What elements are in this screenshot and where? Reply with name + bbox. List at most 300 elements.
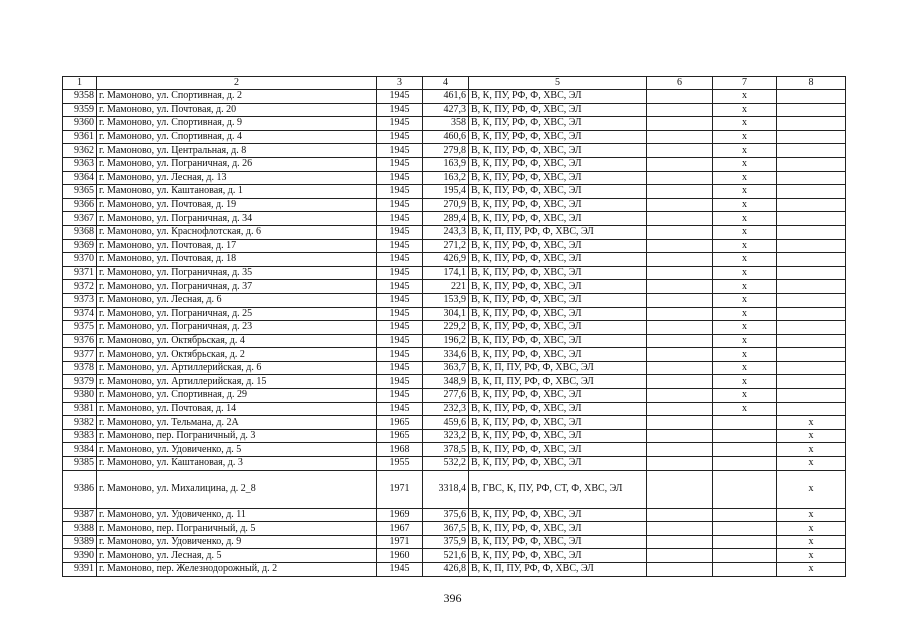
row-col7-mark: х <box>713 375 777 389</box>
table-row <box>63 280 846 294</box>
row-col7-mark: х <box>713 253 777 267</box>
row-area: 358 <box>423 117 469 131</box>
row-number: 9387 <box>63 508 97 522</box>
row-year: 1945 <box>377 239 423 253</box>
row-number: 9374 <box>63 307 97 321</box>
row-number: 9384 <box>63 443 97 457</box>
row-area: 378,5 <box>423 443 469 457</box>
row-area: 3318,4 <box>423 470 469 508</box>
row-address: г. Мамоново, ул. Лесная, д. 13 <box>97 171 377 185</box>
row-area: 532,2 <box>423 457 469 471</box>
row-area: 243,3 <box>423 225 469 239</box>
row-equipment: В, К, ПУ, РФ, Ф, ХВС, ЭЛ <box>469 443 647 457</box>
row-year: 1945 <box>377 212 423 226</box>
row-year: 1945 <box>377 402 423 416</box>
row-number: 9377 <box>63 348 97 362</box>
table-row <box>63 293 846 307</box>
row-number: 9369 <box>63 239 97 253</box>
row-address: г. Мамоново, ул. Удовиченко, д. 5 <box>97 443 377 457</box>
row-col6 <box>647 348 713 362</box>
row-col7-mark: х <box>713 130 777 144</box>
row-area: 334,6 <box>423 348 469 362</box>
row-equipment: В, К, ПУ, РФ, Ф, ХВС, ЭЛ <box>469 253 647 267</box>
row-col7-mark: х <box>713 171 777 185</box>
registry-table <box>62 76 846 577</box>
row-area: 304,1 <box>423 307 469 321</box>
row-area: 367,5 <box>423 522 469 536</box>
row-col8-mark: х <box>777 563 846 577</box>
row-col6 <box>647 307 713 321</box>
row-col8-mark: х <box>777 470 846 508</box>
row-col7-mark: х <box>713 198 777 212</box>
row-col8-mark <box>777 90 846 104</box>
row-number: 9370 <box>63 253 97 267</box>
row-year: 1945 <box>377 130 423 144</box>
row-col8-mark <box>777 321 846 335</box>
row-area: 348,9 <box>423 375 469 389</box>
row-year: 1945 <box>377 375 423 389</box>
row-col6 <box>647 321 713 335</box>
row-equipment: В, К, ПУ, РФ, Ф, ХВС, ЭЛ <box>469 185 647 199</box>
row-equipment: В, К, ПУ, РФ, Ф, ХВС, ЭЛ <box>469 103 647 117</box>
row-area: 461,6 <box>423 90 469 104</box>
row-address: г. Мамоново, ул. Центральная, д. 8 <box>97 144 377 158</box>
row-col7-mark: х <box>713 266 777 280</box>
row-col6 <box>647 266 713 280</box>
row-year: 1945 <box>377 334 423 348</box>
row-equipment: В, К, ПУ, РФ, Ф, ХВС, ЭЛ <box>469 157 647 171</box>
table-row <box>63 535 846 549</box>
row-col8-mark <box>777 171 846 185</box>
row-equipment: В, К, ПУ, РФ, Ф, ХВС, ЭЛ <box>469 348 647 362</box>
table-row <box>63 549 846 563</box>
table-row <box>63 157 846 171</box>
row-address: г. Мамоново, ул. Пограничная, д. 23 <box>97 321 377 335</box>
row-col7-mark <box>713 429 777 443</box>
row-number: 9378 <box>63 361 97 375</box>
row-col8-mark: х <box>777 443 846 457</box>
row-year: 1945 <box>377 253 423 267</box>
row-address: г. Мамоново, ул. Лесная, д. 6 <box>97 293 377 307</box>
row-address: г. Мамоново, ул. Удовиченко, д. 9 <box>97 535 377 549</box>
row-area: 459,6 <box>423 416 469 430</box>
row-year: 1945 <box>377 117 423 131</box>
row-area: 426,9 <box>423 253 469 267</box>
row-number: 9382 <box>63 416 97 430</box>
row-col6 <box>647 239 713 253</box>
table-row <box>63 144 846 158</box>
row-address: г. Мамоново, ул. Почтовая, д. 17 <box>97 239 377 253</box>
row-number: 9371 <box>63 266 97 280</box>
row-equipment: В, К, ПУ, РФ, Ф, ХВС, ЭЛ <box>469 402 647 416</box>
table-row <box>63 130 846 144</box>
table-row <box>63 212 846 226</box>
row-number: 9390 <box>63 549 97 563</box>
table-row <box>63 171 846 185</box>
table-row <box>63 334 846 348</box>
row-number: 9363 <box>63 157 97 171</box>
row-col8-mark: х <box>777 508 846 522</box>
table-row <box>63 239 846 253</box>
row-number: 9358 <box>63 90 97 104</box>
row-address: г. Мамоново, ул. Октябрьская, д. 2 <box>97 348 377 362</box>
row-number: 9364 <box>63 171 97 185</box>
row-col7-mark <box>713 549 777 563</box>
row-col7-mark: х <box>713 103 777 117</box>
row-number: 9381 <box>63 402 97 416</box>
row-number: 9383 <box>63 429 97 443</box>
row-area: 289,4 <box>423 212 469 226</box>
row-number: 9366 <box>63 198 97 212</box>
row-year: 1945 <box>377 225 423 239</box>
table-row <box>63 563 846 577</box>
row-col6 <box>647 130 713 144</box>
row-col7-mark <box>713 457 777 471</box>
row-col7-mark <box>713 508 777 522</box>
row-year: 1965 <box>377 429 423 443</box>
row-address: г. Мамоново, ул. Тельмана, д. 2А <box>97 416 377 430</box>
row-address: г. Мамоново, ул. Каштановая, д. 1 <box>97 185 377 199</box>
row-number: 9385 <box>63 457 97 471</box>
row-area: 153,9 <box>423 293 469 307</box>
row-col6 <box>647 185 713 199</box>
row-col6 <box>647 144 713 158</box>
row-col6 <box>647 171 713 185</box>
row-col6 <box>647 361 713 375</box>
row-equipment: В, К, ПУ, РФ, Ф, ХВС, ЭЛ <box>469 535 647 549</box>
row-area: 229,2 <box>423 321 469 335</box>
row-equipment: В, К, ПУ, РФ, Ф, ХВС, ЭЛ <box>469 429 647 443</box>
row-col8-mark <box>777 117 846 131</box>
row-year: 1945 <box>377 389 423 403</box>
table-row <box>63 253 846 267</box>
row-col7-mark: х <box>713 117 777 131</box>
row-col6 <box>647 375 713 389</box>
row-equipment: В, ГВС, К, ПУ, РФ, СТ, Ф, ХВС, ЭЛ <box>469 470 647 508</box>
row-year: 1968 <box>377 443 423 457</box>
row-col7-mark: х <box>713 389 777 403</box>
row-col6 <box>647 293 713 307</box>
row-address: г. Мамоново, ул. Краснофлотская, д. 6 <box>97 225 377 239</box>
row-col6 <box>647 429 713 443</box>
row-col8-mark <box>777 144 846 158</box>
table-row <box>63 117 846 131</box>
row-col8-mark <box>777 361 846 375</box>
table-row <box>63 198 846 212</box>
row-col6 <box>647 280 713 294</box>
row-col6 <box>647 457 713 471</box>
row-year: 1945 <box>377 90 423 104</box>
row-address: г. Мамоново, ул. Удовиченко, д. 11 <box>97 508 377 522</box>
row-area: 426,8 <box>423 563 469 577</box>
row-col7-mark: х <box>713 212 777 226</box>
row-col8-mark <box>777 307 846 321</box>
table-row <box>63 361 846 375</box>
row-number: 9376 <box>63 334 97 348</box>
header-col-2: 2 <box>97 77 377 90</box>
row-col6 <box>647 212 713 226</box>
row-col6 <box>647 253 713 267</box>
row-address: г. Мамоново, ул. Спортивная, д. 2 <box>97 90 377 104</box>
row-col6 <box>647 549 713 563</box>
row-col6 <box>647 522 713 536</box>
row-equipment: В, К, ПУ, РФ, Ф, ХВС, ЭЛ <box>469 457 647 471</box>
table-row <box>63 416 846 430</box>
row-col8-mark <box>777 266 846 280</box>
row-year: 1945 <box>377 361 423 375</box>
header-col-6: 6 <box>647 77 713 90</box>
row-col8-mark <box>777 375 846 389</box>
row-address: г. Мамоново, ул. Спортивная, д. 29 <box>97 389 377 403</box>
row-number: 9359 <box>63 103 97 117</box>
row-equipment: В, К, П, ПУ, РФ, Ф, ХВС, ЭЛ <box>469 375 647 389</box>
row-address: г. Мамоново, ул. Пограничная, д. 25 <box>97 307 377 321</box>
row-address: г. Мамоново, ул. Пограничная, д. 34 <box>97 212 377 226</box>
header-col-7: 7 <box>713 77 777 90</box>
row-equipment: В, К, ПУ, РФ, Ф, ХВС, ЭЛ <box>469 293 647 307</box>
row-col8-mark: х <box>777 522 846 536</box>
row-address: г. Мамоново, ул. Пограничная, д. 26 <box>97 157 377 171</box>
row-address: г. Мамоново, ул. Почтовая, д. 14 <box>97 402 377 416</box>
table-row <box>63 429 846 443</box>
table-row <box>63 307 846 321</box>
header-col-3: 3 <box>377 77 423 90</box>
row-number: 9368 <box>63 225 97 239</box>
row-col8-mark <box>777 402 846 416</box>
row-number: 9360 <box>63 117 97 131</box>
row-col7-mark <box>713 535 777 549</box>
row-col8-mark <box>777 239 846 253</box>
row-address: г. Мамоново, пер. Пограничный, д. 3 <box>97 429 377 443</box>
table-row <box>63 457 846 471</box>
table-row <box>63 402 846 416</box>
row-equipment: В, К, П, ПУ, РФ, Ф, ХВС, ЭЛ <box>469 225 647 239</box>
row-number: 9373 <box>63 293 97 307</box>
row-col8-mark <box>777 212 846 226</box>
row-number: 9372 <box>63 280 97 294</box>
row-col7-mark: х <box>713 157 777 171</box>
header-col-5: 5 <box>469 77 647 90</box>
row-col8-mark <box>777 348 846 362</box>
row-equipment: В, К, ПУ, РФ, Ф, ХВС, ЭЛ <box>469 389 647 403</box>
row-col8-mark: х <box>777 416 846 430</box>
row-equipment: В, К, П, ПУ, РФ, Ф, ХВС, ЭЛ <box>469 563 647 577</box>
table-row <box>63 321 846 335</box>
row-address: г. Мамоново, ул. Спортивная, д. 4 <box>97 130 377 144</box>
row-area: 279,8 <box>423 144 469 158</box>
row-equipment: В, К, ПУ, РФ, Ф, ХВС, ЭЛ <box>469 266 647 280</box>
row-col6 <box>647 508 713 522</box>
row-col8-mark <box>777 334 846 348</box>
row-year: 1945 <box>377 103 423 117</box>
row-number: 9361 <box>63 130 97 144</box>
row-col8-mark: х <box>777 457 846 471</box>
header-col-8: 8 <box>777 77 846 90</box>
row-equipment: В, К, ПУ, РФ, Ф, ХВС, ЭЛ <box>469 239 647 253</box>
row-number: 9365 <box>63 185 97 199</box>
row-equipment: В, К, ПУ, РФ, Ф, ХВС, ЭЛ <box>469 171 647 185</box>
row-year: 1945 <box>377 144 423 158</box>
row-col6 <box>647 90 713 104</box>
row-col7-mark <box>713 416 777 430</box>
row-area: 270,9 <box>423 198 469 212</box>
row-year: 1945 <box>377 198 423 212</box>
table-row <box>63 348 846 362</box>
row-col6 <box>647 389 713 403</box>
row-equipment: В, К, ПУ, РФ, Ф, ХВС, ЭЛ <box>469 416 647 430</box>
table-row <box>63 103 846 117</box>
table-body <box>63 90 846 577</box>
row-col7-mark: х <box>713 280 777 294</box>
row-col7-mark <box>713 470 777 508</box>
row-col7-mark: х <box>713 239 777 253</box>
table-row <box>63 185 846 199</box>
row-address: г. Мамоново, ул. Михалицина, д. 2_8 <box>97 470 377 508</box>
row-equipment: В, К, ПУ, РФ, Ф, ХВС, ЭЛ <box>469 130 647 144</box>
row-col8-mark <box>777 280 846 294</box>
row-col7-mark: х <box>713 293 777 307</box>
row-area: 195,4 <box>423 185 469 199</box>
row-col6 <box>647 416 713 430</box>
row-area: 174,1 <box>423 266 469 280</box>
row-address: г. Мамоново, ул. Почтовая, д. 19 <box>97 198 377 212</box>
row-equipment: В, К, ПУ, РФ, Ф, ХВС, ЭЛ <box>469 117 647 131</box>
row-area: 232,3 <box>423 402 469 416</box>
row-equipment: В, К, ПУ, РФ, Ф, ХВС, ЭЛ <box>469 144 647 158</box>
row-year: 1967 <box>377 522 423 536</box>
row-col7-mark: х <box>713 90 777 104</box>
row-number: 9362 <box>63 144 97 158</box>
row-year: 1945 <box>377 563 423 577</box>
row-col7-mark: х <box>713 144 777 158</box>
row-equipment: В, К, ПУ, РФ, Ф, ХВС, ЭЛ <box>469 321 647 335</box>
row-equipment: В, К, П, ПУ, РФ, Ф, ХВС, ЭЛ <box>469 361 647 375</box>
row-address: г. Мамоново, ул. Каштановая, д. 3 <box>97 457 377 471</box>
row-year: 1969 <box>377 508 423 522</box>
row-year: 1945 <box>377 321 423 335</box>
row-number: 9388 <box>63 522 97 536</box>
table-row <box>63 508 846 522</box>
row-area: 323,2 <box>423 429 469 443</box>
header-col-4: 4 <box>423 77 469 90</box>
row-number: 9367 <box>63 212 97 226</box>
row-col8-mark <box>777 198 846 212</box>
row-area: 163,9 <box>423 157 469 171</box>
row-year: 1971 <box>377 470 423 508</box>
row-area: 221 <box>423 280 469 294</box>
table-row <box>63 90 846 104</box>
row-number: 9391 <box>63 563 97 577</box>
row-col8-mark: х <box>777 549 846 563</box>
table-row <box>63 470 846 508</box>
row-area: 521,6 <box>423 549 469 563</box>
row-col7-mark: х <box>713 334 777 348</box>
row-address: г. Мамоново, пер. Железнодорожный, д. 2 <box>97 563 377 577</box>
row-address: г. Мамоново, ул. Октябрьская, д. 4 <box>97 334 377 348</box>
row-col7-mark <box>713 563 777 577</box>
row-number: 9379 <box>63 375 97 389</box>
row-area: 163,2 <box>423 171 469 185</box>
row-area: 375,6 <box>423 508 469 522</box>
row-address: г. Мамоново, ул. Спортивная, д. 9 <box>97 117 377 131</box>
row-col6 <box>647 103 713 117</box>
table-row <box>63 389 846 403</box>
row-area: 375,9 <box>423 535 469 549</box>
row-col6 <box>647 157 713 171</box>
table-row <box>63 375 846 389</box>
row-col7-mark: х <box>713 321 777 335</box>
row-col8-mark <box>777 389 846 403</box>
row-col8-mark <box>777 103 846 117</box>
row-col6 <box>647 470 713 508</box>
row-address: г. Мамоново, пер. Пограничный, д. 5 <box>97 522 377 536</box>
row-area: 427,3 <box>423 103 469 117</box>
row-col7-mark: х <box>713 348 777 362</box>
row-col6 <box>647 117 713 131</box>
row-equipment: В, К, ПУ, РФ, Ф, ХВС, ЭЛ <box>469 198 647 212</box>
row-address: г. Мамоново, ул. Лесная, д. 5 <box>97 549 377 563</box>
row-year: 1945 <box>377 280 423 294</box>
row-year: 1945 <box>377 185 423 199</box>
row-col6 <box>647 535 713 549</box>
table-row <box>63 225 846 239</box>
row-year: 1965 <box>377 416 423 430</box>
row-col7-mark: х <box>713 185 777 199</box>
row-address: г. Мамоново, ул. Артиллерийская, д. 6 <box>97 361 377 375</box>
row-number: 9380 <box>63 389 97 403</box>
row-year: 1945 <box>377 171 423 185</box>
row-col8-mark <box>777 130 846 144</box>
row-col6 <box>647 402 713 416</box>
row-equipment: В, К, ПУ, РФ, Ф, ХВС, ЭЛ <box>469 334 647 348</box>
row-equipment: В, К, ПУ, РФ, Ф, ХВС, ЭЛ <box>469 549 647 563</box>
row-year: 1971 <box>377 535 423 549</box>
row-col6 <box>647 198 713 212</box>
row-col7-mark: х <box>713 361 777 375</box>
row-col7-mark: х <box>713 307 777 321</box>
row-col6 <box>647 334 713 348</box>
page-number: 396 <box>443 591 462 605</box>
row-address: г. Мамоново, ул. Пограничная, д. 35 <box>97 266 377 280</box>
row-col8-mark <box>777 225 846 239</box>
row-col7-mark: х <box>713 402 777 416</box>
row-col7-mark: х <box>713 225 777 239</box>
row-year: 1955 <box>377 457 423 471</box>
row-number: 9375 <box>63 321 97 335</box>
row-year: 1945 <box>377 307 423 321</box>
row-col7-mark <box>713 522 777 536</box>
row-equipment: В, К, ПУ, РФ, Ф, ХВС, ЭЛ <box>469 522 647 536</box>
row-year: 1945 <box>377 348 423 362</box>
row-year: 1945 <box>377 266 423 280</box>
row-col7-mark <box>713 443 777 457</box>
row-area: 363,7 <box>423 361 469 375</box>
row-number: 9389 <box>63 535 97 549</box>
row-number: 9386 <box>63 470 97 508</box>
row-area: 460,6 <box>423 130 469 144</box>
row-col8-mark: х <box>777 429 846 443</box>
row-equipment: В, К, ПУ, РФ, Ф, ХВС, ЭЛ <box>469 212 647 226</box>
row-col8-mark <box>777 293 846 307</box>
row-year: 1960 <box>377 549 423 563</box>
header-row <box>63 77 846 90</box>
table-row <box>63 443 846 457</box>
row-area: 196,2 <box>423 334 469 348</box>
row-col8-mark <box>777 185 846 199</box>
row-col6 <box>647 443 713 457</box>
row-address: г. Мамоново, ул. Пограничная, д. 37 <box>97 280 377 294</box>
table-row <box>63 522 846 536</box>
